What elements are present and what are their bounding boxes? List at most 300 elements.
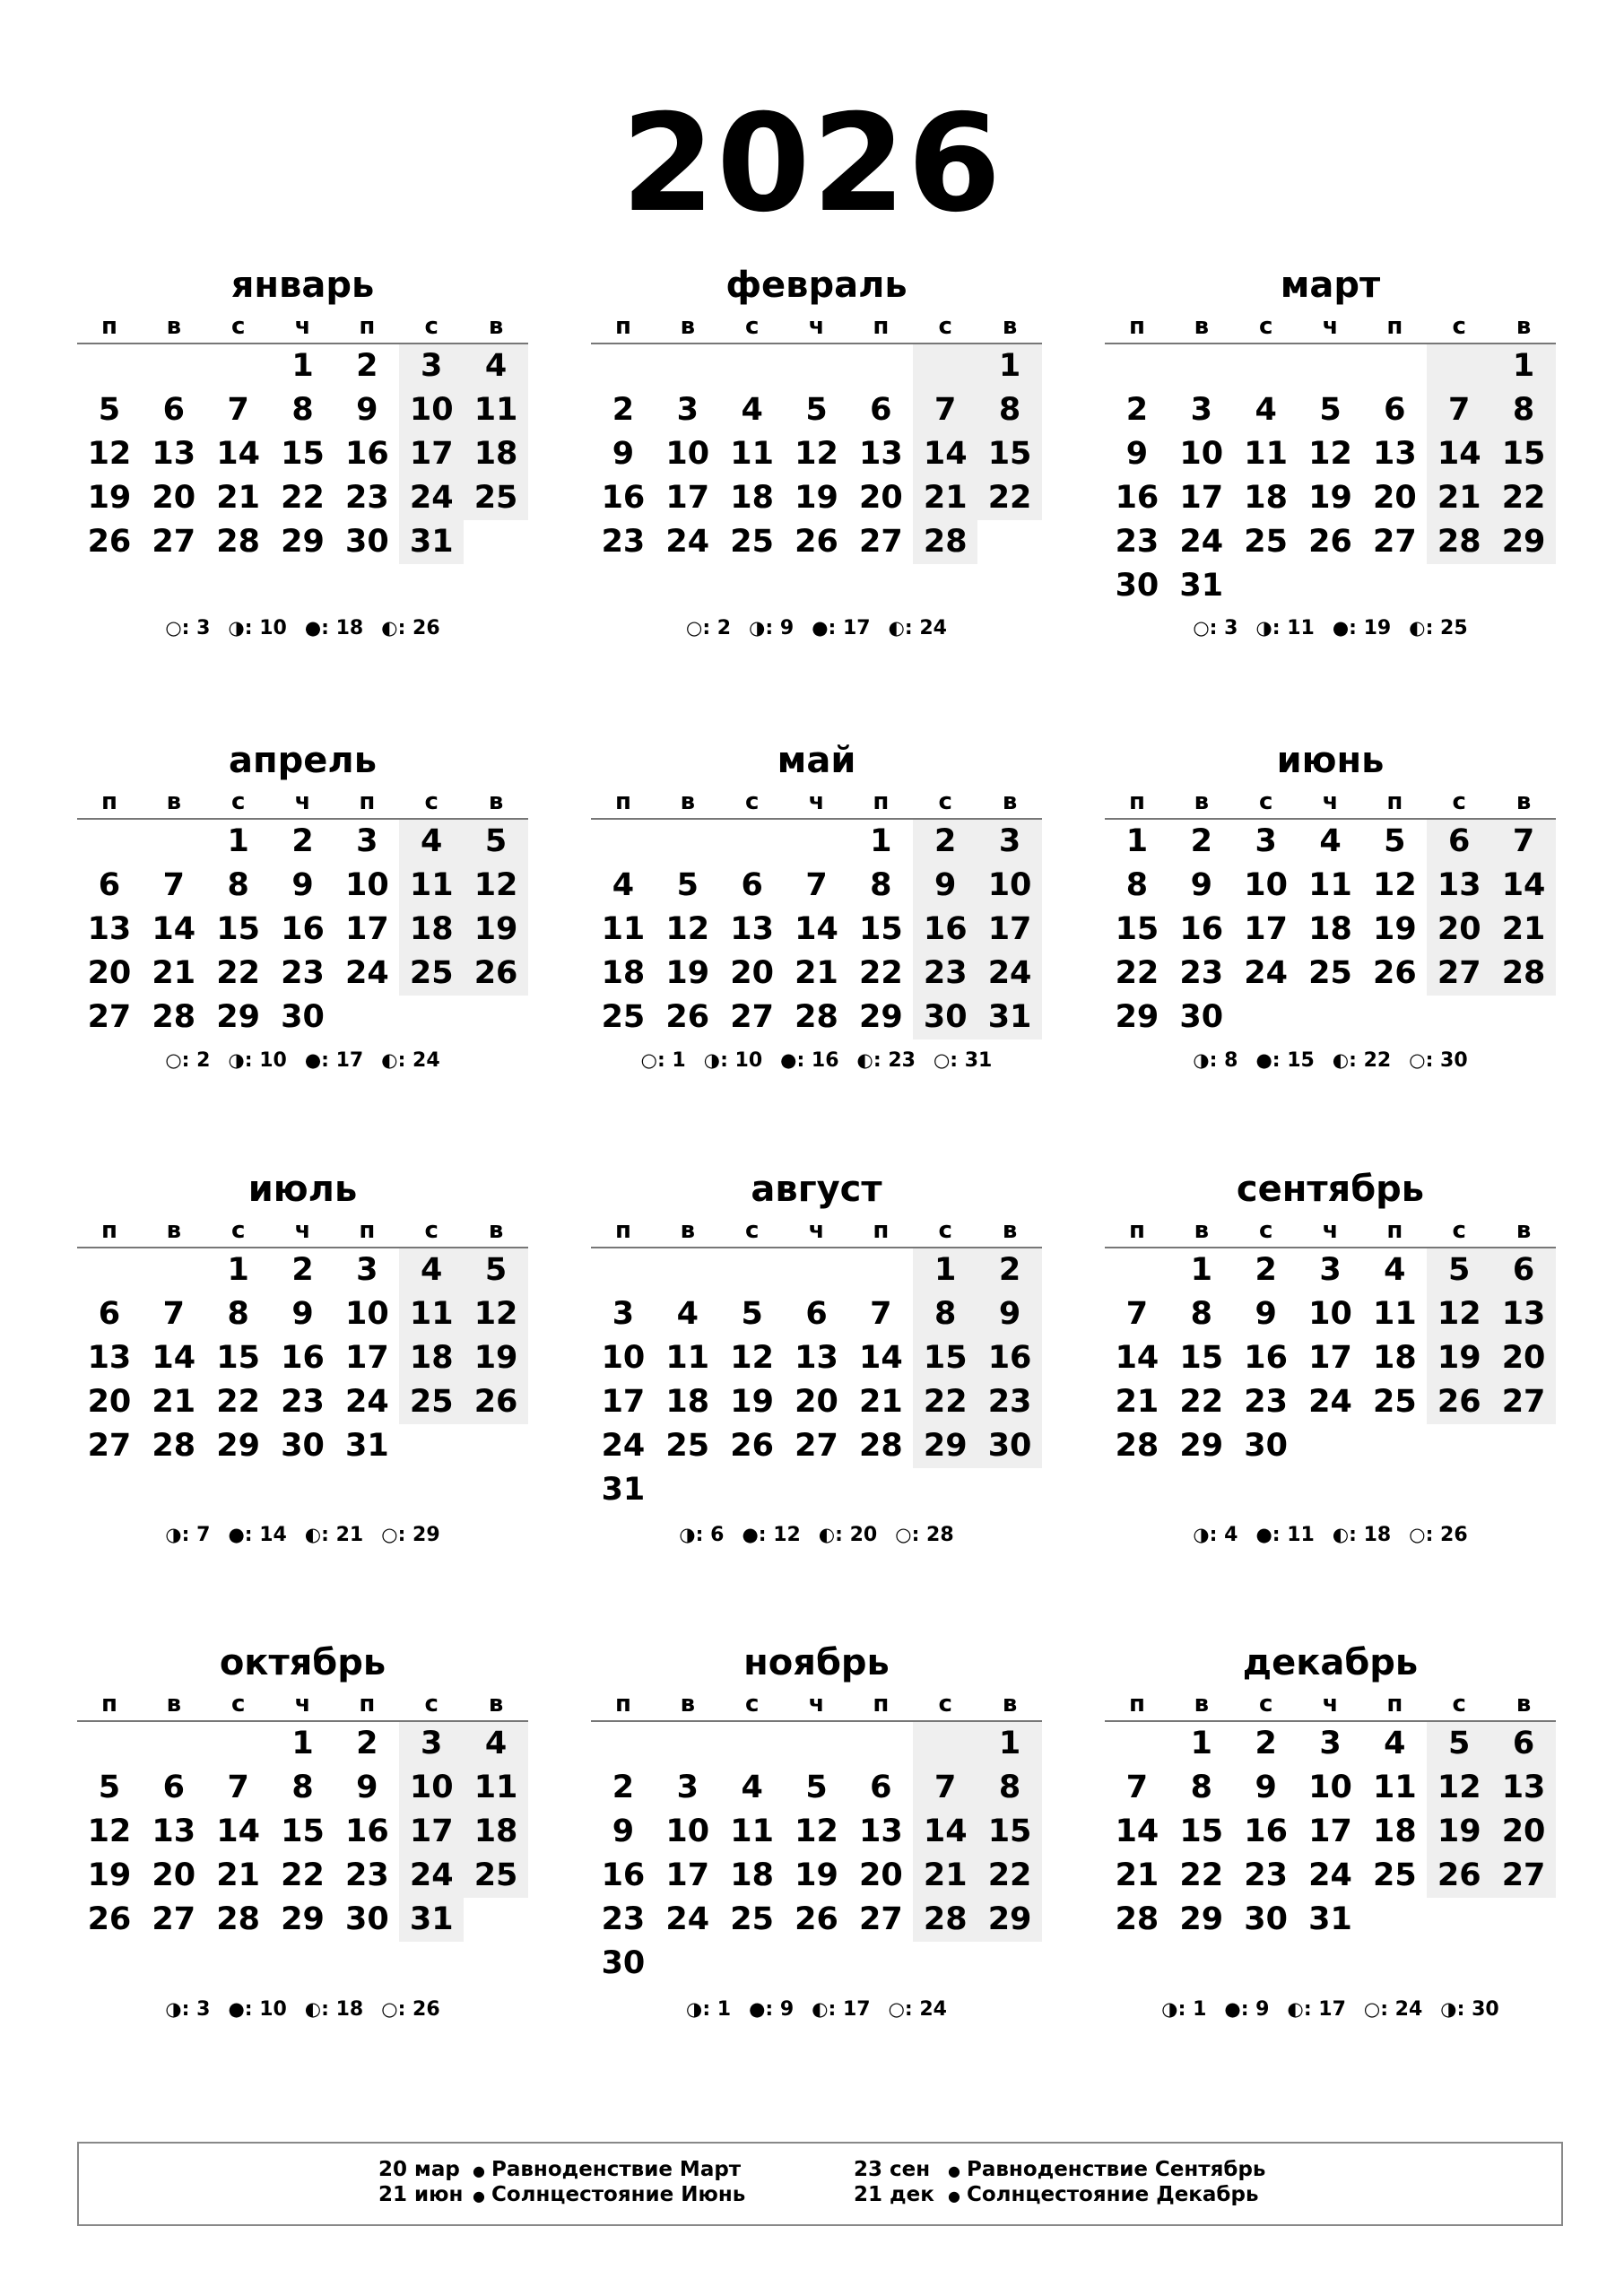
moon-phase-day: : 1 [702, 1998, 732, 2021]
day-cell: 7 [913, 1766, 977, 1810]
moon-phase-day: : 3 [181, 1998, 211, 2021]
empty-cell [1298, 344, 1363, 388]
day-cell: 23 [1244, 1857, 1288, 1893]
day-cell: 11 [1372, 1770, 1417, 1805]
day-cell: 25 [730, 524, 774, 560]
weekday-label: с [744, 1691, 760, 1718]
day-cell: 8 [977, 1766, 1042, 1810]
empty-cell [142, 820, 206, 864]
moon-phase-day: : 18 [321, 617, 364, 639]
moon-phases [591, 617, 1042, 639]
day-cell: 4 [741, 392, 763, 428]
day-cell: 11 [399, 864, 464, 908]
weekday-label: ч [1322, 1217, 1339, 1244]
first-quarter-icon: ◑ [228, 1049, 245, 1071]
new-moon-icon: ○ [895, 1524, 912, 1545]
day-cell: 16 [281, 911, 325, 947]
empty-cell [464, 1424, 528, 1468]
day-cell: 20 [1427, 908, 1491, 952]
day-cell: 3 [977, 820, 1042, 864]
moon-phase-day: : 22 [1349, 1049, 1392, 1072]
day-cell: 5 [464, 1248, 528, 1292]
empty-cell [656, 1722, 720, 1766]
month-title: август [751, 1169, 882, 1210]
empty-cell [785, 1722, 849, 1766]
month-7 [77, 1162, 528, 1468]
day-cell: 23 [281, 1384, 325, 1420]
day-cell: 8 [1190, 1296, 1212, 1332]
day-cell: 5 [805, 392, 828, 428]
day-cell: 29 [1179, 1428, 1224, 1464]
day-cell: 8 [870, 867, 892, 903]
day-cell: 25 [464, 476, 528, 520]
weekday-header [591, 1216, 1042, 1248]
last-quarter-icon: ◐ [381, 1049, 398, 1071]
day-cell: 22 [281, 480, 325, 516]
day-cell: 13 [858, 436, 903, 472]
day-cell: 20 [87, 955, 132, 991]
empty-cell [913, 1468, 977, 1512]
weekday-label: в [1515, 1217, 1532, 1244]
day-cell: 6 [162, 1770, 185, 1805]
day-cell: 16 [601, 480, 646, 516]
new-moon-icon: ○ [381, 1998, 398, 2020]
day-cell: 29 [858, 999, 903, 1035]
day-cell: 5 [1319, 392, 1342, 428]
day-grid [1105, 820, 1556, 1039]
moon-phase-day: : 2 [181, 1049, 211, 1072]
empty-cell [720, 820, 785, 864]
weekday-label: п [359, 1217, 376, 1244]
first-quarter-icon: ◑ [1440, 1998, 1457, 2020]
day-cell: 28 [216, 524, 260, 560]
day-cell: 20 [87, 1384, 132, 1420]
moon-phase-day: : 11 [1272, 617, 1315, 639]
new-moon-icon: ○ [165, 1049, 182, 1071]
event-date: 21 дек [854, 2183, 934, 2206]
weekday-label: ч [294, 1691, 311, 1718]
moon-phase-day: : 26 [1425, 1524, 1468, 1546]
day-cell: 20 [1491, 1336, 1556, 1380]
day-cell: 30 [1244, 1428, 1288, 1464]
weekday-label: в [1194, 1217, 1210, 1244]
empty-cell [142, 344, 206, 388]
day-cell: 17 [1244, 911, 1288, 947]
day-cell: 13 [730, 911, 774, 947]
weekday-label: ч [294, 313, 311, 340]
day-cell: 27 [87, 999, 132, 1035]
day-cell: 14 [152, 911, 196, 947]
weekday-label: п [100, 1691, 117, 1718]
weekday-header [77, 1690, 528, 1722]
full-moon-icon: ● [742, 1524, 759, 1545]
moon-phase-day: : 10 [720, 1049, 763, 1072]
day-cell: 10 [344, 867, 389, 903]
weekday-label: с [1452, 1691, 1466, 1718]
day-grid [77, 1722, 528, 1942]
day-cell: 3 [1190, 392, 1212, 428]
day-cell: 1 [913, 1248, 977, 1292]
day-cell: 13 [1491, 1292, 1556, 1336]
empty-cell [1362, 1424, 1427, 1468]
empty-cell [785, 1468, 849, 1512]
day-cell: 23 [1179, 955, 1224, 991]
day-cell: 10 [1244, 867, 1288, 903]
day-cell: 14 [216, 1813, 260, 1849]
moon-phase-day: : 10 [244, 1998, 287, 2021]
full-moon-icon: ● [304, 1049, 322, 1071]
empty-cell [1491, 1424, 1556, 1468]
empty-cell [848, 344, 913, 388]
day-cell: 17 [977, 908, 1042, 952]
full-moon-icon: ● [304, 617, 322, 639]
weekday-label: п [359, 788, 376, 815]
last-quarter-icon: ◐ [856, 1049, 873, 1071]
day-cell: 22 [1491, 476, 1556, 520]
day-cell: 29 [216, 999, 260, 1035]
day-cell: 3 [356, 1252, 378, 1288]
day-cell: 29 [977, 1898, 1042, 1942]
empty-cell [656, 1942, 720, 1986]
empty-cell [656, 1468, 720, 1512]
day-cell: 28 [913, 1898, 977, 1942]
empty-cell [464, 996, 528, 1039]
day-cell: 10 [1308, 1296, 1352, 1332]
day-cell: 6 [805, 1296, 828, 1332]
day-cell: 18 [1244, 480, 1288, 516]
day-cell: 23 [344, 1857, 389, 1893]
day-cell: 31 [399, 520, 464, 564]
moon-phases [77, 1998, 528, 2021]
weekday-label: ч [294, 788, 311, 815]
day-cell: 27 [1427, 952, 1491, 996]
day-cell: 10 [1308, 1770, 1352, 1805]
first-quarter-icon: ◑ [165, 1524, 182, 1545]
day-cell: 12 [464, 1292, 528, 1336]
day-cell: 3 [1255, 823, 1277, 859]
day-cell: 13 [152, 436, 196, 472]
day-cell: 23 [281, 955, 325, 991]
day-cell: 30 [281, 1428, 325, 1464]
day-cell: 28 [1115, 1428, 1159, 1464]
day-cell: 18 [730, 480, 774, 516]
day-cell: 19 [1427, 1336, 1491, 1380]
moon-phase-day: : 9 [765, 1998, 795, 2021]
event-date: 21 июн [378, 2183, 464, 2206]
day-cell: 9 [356, 392, 378, 428]
day-cell: 19 [1308, 480, 1352, 516]
moon-phase-day: : 18 [321, 1998, 364, 2021]
day-cell: 18 [399, 1336, 464, 1380]
day-cell: 19 [795, 1857, 838, 1893]
weekday-label: в [1002, 1691, 1018, 1718]
day-cell: 12 [795, 436, 838, 472]
first-quarter-icon: ◑ [1161, 1998, 1178, 2020]
day-grid [591, 1248, 1042, 1512]
day-cell: 7 [1125, 1770, 1149, 1805]
event-label: Равноденствие Сентябрь [967, 2158, 1266, 2181]
day-cell: 5 [1427, 1248, 1491, 1292]
day-cell: 6 [98, 1296, 121, 1332]
weekday-label: в [1194, 788, 1210, 815]
first-quarter-icon: ◑ [749, 617, 766, 639]
day-cell: 16 [1244, 1813, 1288, 1849]
day-cell: 20 [1372, 480, 1417, 516]
day-cell: 22 [913, 1380, 977, 1424]
day-cell: 10 [665, 1813, 710, 1849]
moon-phase-day: : 25 [1425, 617, 1468, 639]
weekday-label: в [680, 1691, 696, 1718]
day-cell: 22 [216, 955, 260, 991]
day-cell: 3 [676, 1770, 699, 1805]
new-moon-icon: ○ [381, 1524, 398, 1545]
weekday-label: с [424, 788, 439, 815]
empty-cell [720, 1942, 785, 1986]
day-cell: 29 [281, 524, 325, 560]
moon-phase-day: : 10 [244, 617, 287, 639]
moon-phase-day: : 1 [656, 1049, 686, 1072]
moon-phase-day: : 24 [904, 1998, 947, 2021]
weekday-label: в [166, 788, 182, 815]
moon-phase-day: : 4 [1209, 1524, 1238, 1546]
day-cell: 3 [356, 823, 378, 859]
year-title: 2026 [621, 86, 1003, 242]
empty-cell [656, 344, 720, 388]
empty-cell [913, 1722, 977, 1766]
weekday-label: с [938, 788, 952, 815]
day-cell: 17 [344, 911, 389, 947]
weekday-label: п [100, 313, 117, 340]
day-cell: 31 [344, 1428, 389, 1464]
day-cell: 8 [1491, 388, 1556, 432]
empty-cell [591, 1722, 656, 1766]
empty-cell [977, 520, 1042, 564]
day-cell: 30 [1179, 999, 1224, 1035]
event-date: 20 мар [378, 2158, 460, 2181]
day-cell: 6 [1491, 1248, 1556, 1292]
empty-cell [720, 1722, 785, 1766]
empty-cell [334, 996, 399, 1039]
day-cell: 24 [344, 955, 389, 991]
weekday-header [1105, 1690, 1556, 1722]
weekday-label: с [1452, 1217, 1466, 1244]
weekday-label: п [359, 313, 376, 340]
moon-phase-day: : 15 [1272, 1049, 1315, 1072]
moon-phase-day: : 2 [702, 617, 732, 639]
moon-phase-day: : 28 [911, 1524, 954, 1546]
day-cell: 30 [281, 999, 325, 1035]
day-cell: 7 [227, 1770, 249, 1805]
weekday-label: п [1128, 1217, 1145, 1244]
day-cell: 26 [1372, 955, 1417, 991]
day-cell: 16 [1179, 911, 1224, 947]
weekday-label: в [488, 1217, 504, 1244]
empty-cell [656, 1248, 720, 1292]
day-cell: 3 [399, 1722, 464, 1766]
weekday-label: п [614, 1217, 631, 1244]
day-cell: 2 [356, 1726, 378, 1761]
day-cell: 21 [913, 1854, 977, 1898]
weekday-label: в [1515, 1691, 1532, 1718]
month-3 [1105, 258, 1556, 608]
moon-phases [77, 1049, 528, 1072]
day-cell: 4 [399, 820, 464, 864]
moon-phase-day: : 9 [765, 617, 795, 639]
weekday-label: п [873, 1691, 890, 1718]
month-11 [591, 1636, 1042, 1986]
day-cell: 16 [344, 1813, 389, 1849]
weekday-header [591, 312, 1042, 344]
day-cell: 16 [281, 1340, 325, 1376]
day-cell: 12 [1308, 436, 1352, 472]
weekday-label: п [100, 1217, 117, 1244]
day-cell: 25 [1244, 524, 1288, 560]
bullet-icon: ● [473, 2162, 485, 2179]
full-moon-icon: ● [780, 1049, 797, 1071]
month-4 [77, 734, 528, 1039]
new-moon-icon: ○ [640, 1049, 657, 1071]
day-cell: 28 [1491, 952, 1556, 996]
day-cell: 16 [1115, 480, 1159, 516]
empty-cell [1298, 564, 1363, 608]
first-quarter-icon: ◑ [1255, 617, 1272, 639]
day-cell: 17 [1179, 480, 1224, 516]
day-cell: 2 [1190, 823, 1212, 859]
day-cell: 2 [913, 820, 977, 864]
day-cell: 27 [730, 999, 774, 1035]
day-cell: 13 [87, 911, 132, 947]
moon-phase-day: : 19 [1349, 617, 1392, 639]
day-cell: 19 [1372, 911, 1417, 947]
day-cell: 18 [464, 1810, 528, 1854]
day-cell: 17 [1308, 1340, 1352, 1376]
bullet-icon: ● [473, 2187, 485, 2205]
new-moon-icon: ○ [1409, 1524, 1426, 1545]
day-grid [1105, 1722, 1556, 1942]
month-title: ноябрь [743, 1642, 890, 1683]
day-cell: 28 [1427, 520, 1491, 564]
day-cell: 4 [399, 1248, 464, 1292]
day-cell: 9 [913, 864, 977, 908]
empty-cell [1234, 996, 1298, 1039]
day-cell: 27 [152, 1901, 196, 1937]
day-cell: 18 [464, 432, 528, 476]
day-cell: 26 [795, 1901, 838, 1937]
day-cell: 21 [1427, 476, 1491, 520]
day-cell: 26 [464, 1380, 528, 1424]
day-cell: 15 [281, 1813, 325, 1849]
day-cell: 3 [1319, 1726, 1342, 1761]
weekday-label: с [230, 313, 246, 340]
empty-cell [720, 344, 785, 388]
day-cell: 25 [601, 999, 646, 1035]
weekday-label: в [166, 313, 182, 340]
last-quarter-icon: ◐ [1332, 1524, 1350, 1545]
day-cell: 23 [601, 524, 646, 560]
empty-cell [656, 820, 720, 864]
new-moon-icon: ○ [933, 1049, 951, 1071]
day-cell: 12 [1427, 1292, 1491, 1336]
day-cell: 2 [977, 1248, 1042, 1292]
day-cell: 14 [216, 436, 260, 472]
month-title: май [777, 740, 856, 781]
day-cell: 11 [464, 1766, 528, 1810]
day-cell: 9 [1190, 867, 1212, 903]
day-cell: 7 [1491, 820, 1556, 864]
day-cell: 16 [913, 908, 977, 952]
empty-cell [1105, 1248, 1169, 1292]
weekday-label: в [680, 1217, 696, 1244]
weekday-label: с [1258, 788, 1273, 815]
day-cell: 8 [227, 867, 249, 903]
day-cell: 26 [87, 1901, 132, 1937]
empty-cell [591, 820, 656, 864]
day-cell: 4 [464, 344, 528, 388]
day-cell: 19 [1427, 1810, 1491, 1854]
month-1 [77, 258, 528, 564]
empty-cell [399, 1424, 464, 1468]
day-cell: 23 [1244, 1384, 1288, 1420]
day-cell: 5 [1384, 823, 1406, 859]
weekday-header [1105, 312, 1556, 344]
day-cell: 25 [665, 1428, 710, 1464]
day-cell: 9 [356, 1770, 378, 1805]
day-cell: 18 [1308, 911, 1352, 947]
moon-phase-day: : 3 [181, 617, 211, 639]
moon-phase-day: : 18 [1349, 1524, 1392, 1546]
day-cell: 7 [805, 867, 828, 903]
day-cell: 7 [913, 388, 977, 432]
new-moon-icon: ○ [1363, 1998, 1381, 2020]
day-cell: 18 [601, 955, 646, 991]
day-cell: 6 [741, 867, 763, 903]
day-cell: 13 [152, 1813, 196, 1849]
day-cell: 26 [464, 952, 528, 996]
weekday-label: с [424, 313, 439, 340]
day-cell: 28 [152, 1428, 196, 1464]
day-cell: 25 [1372, 1384, 1417, 1420]
empty-cell [977, 1468, 1042, 1512]
day-cell: 31 [399, 1898, 464, 1942]
day-cell: 3 [399, 344, 464, 388]
day-cell: 15 [1491, 432, 1556, 476]
day-cell: 26 [1427, 1380, 1491, 1424]
day-cell: 15 [1179, 1813, 1224, 1849]
day-cell: 29 [281, 1901, 325, 1937]
day-cell: 4 [612, 867, 635, 903]
day-cell: 30 [1115, 568, 1159, 604]
day-cell: 12 [665, 911, 710, 947]
moon-phase-day: : 17 [1303, 1998, 1346, 2021]
month-title: апрель [229, 740, 377, 781]
empty-cell [1427, 996, 1491, 1039]
day-cell: 21 [152, 955, 196, 991]
day-cell: 10 [399, 1766, 464, 1810]
day-cell: 11 [601, 911, 646, 947]
weekday-label: в [1002, 788, 1018, 815]
moon-phase-day: : 31 [950, 1049, 993, 1072]
weekday-label: в [1515, 313, 1532, 340]
astronomical-events-box [77, 2142, 1563, 2226]
day-cell: 25 [464, 1854, 528, 1898]
day-cell: 15 [913, 1336, 977, 1380]
empty-cell [913, 344, 977, 388]
day-cell: 13 [858, 1813, 903, 1849]
moon-phase-day: : 29 [397, 1524, 440, 1546]
day-cell: 7 [227, 392, 249, 428]
day-cell: 2 [291, 823, 314, 859]
day-cell: 22 [216, 1384, 260, 1420]
